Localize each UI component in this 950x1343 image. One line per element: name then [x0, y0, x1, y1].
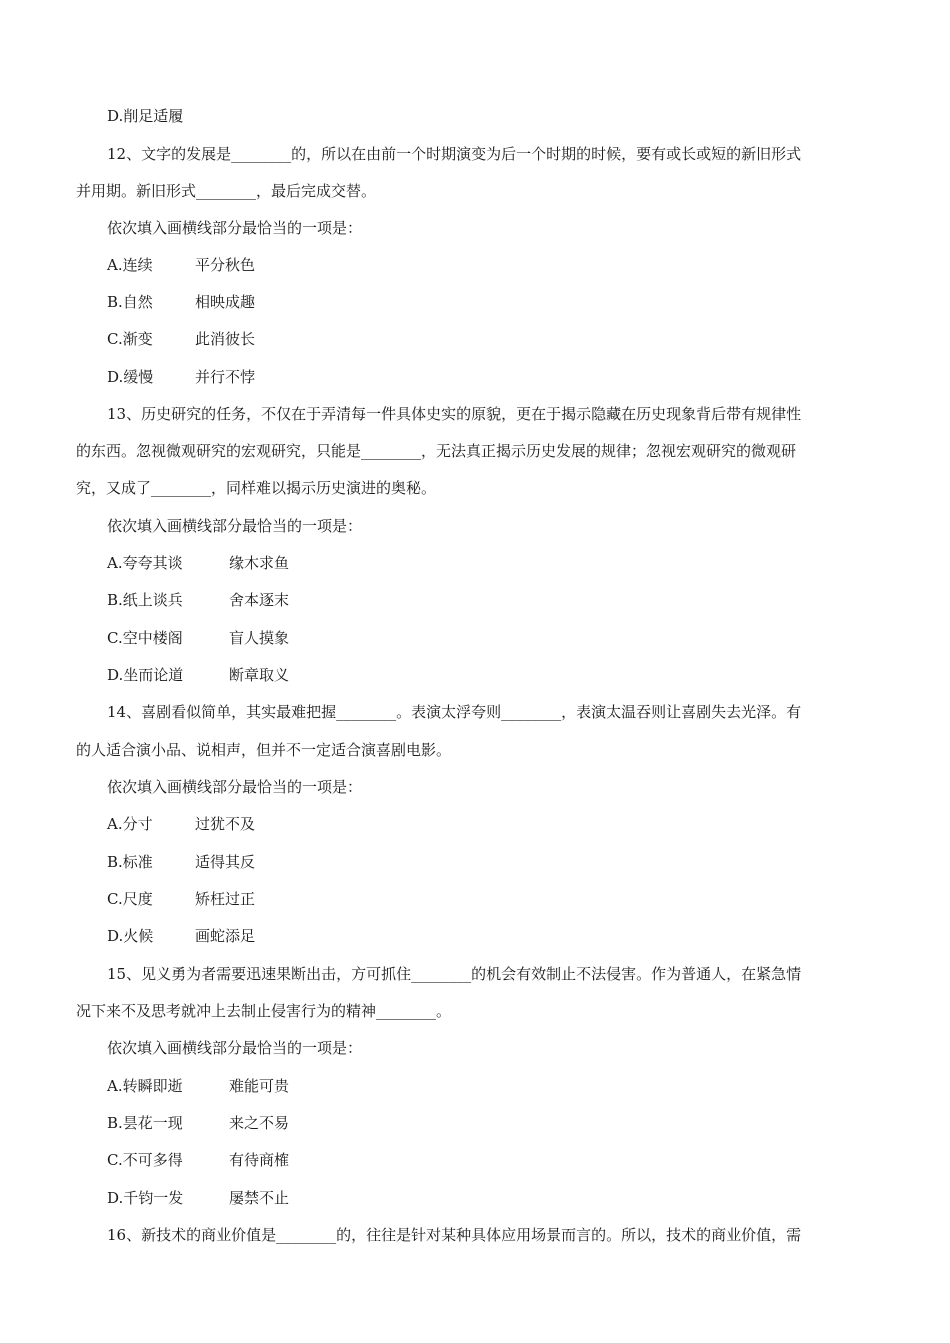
q12-option-b-word1: B.自然	[107, 293, 153, 311]
q12-prompt: 依次填入画横线部分最恰当的一项是：	[107, 219, 363, 237]
q13-prompt: 依次填入画横线部分最恰当的一项是：	[107, 517, 363, 535]
q12-option-a	[107, 255, 255, 275]
q13-option-a-word1: A.夸夸其谈	[107, 554, 183, 572]
q12-stem-line1: 12、文字的发展是________的，所以在由前一个时期演变为后一个时期的时候，要有或长或短的新旧形式	[107, 145, 802, 163]
q14-option-c-word2: 矫枉过正	[195, 890, 256, 908]
q13-stem-line3: 究，又成了________，同样难以揭示历史演进的奥秘。	[76, 479, 437, 497]
q13-option-c	[107, 628, 289, 648]
q12-option-d	[107, 367, 255, 387]
q14-option-c-word1: C.尺度	[107, 890, 153, 908]
q13-stem-line1: 13、历史研究的任务，不仅在于弄清每一件具体史实的原貌，更在于揭示隐藏在历史现象背后带有规律性	[107, 405, 802, 423]
q14-option-b-word2: 适得其反	[195, 853, 256, 871]
q14-option-a	[107, 814, 255, 834]
q15-option-d-word1: D.千钧一发	[107, 1189, 184, 1207]
q13-option-b-word2: 舍本逐末	[229, 591, 290, 609]
q13-option-c-word1: C.空中楼阁	[107, 629, 183, 647]
q15-option-d-word2: 屡禁不止	[229, 1189, 290, 1207]
q15-option-a-word2: 难能可贵	[229, 1077, 290, 1095]
q15-option-b	[107, 1113, 289, 1133]
q14-option-d-word2: 画蛇添足	[195, 927, 256, 945]
q12-option-c-word2: 此消彼长	[195, 330, 256, 348]
q12-option-c-word1: C.渐变	[107, 330, 153, 348]
q13-option-b-word1: B.纸上谈兵	[107, 591, 183, 609]
q12-option-b-word2: 相映成趣	[195, 293, 256, 311]
q13-stem-line2: 的东西。忽视微观研究的宏观研究，只能是________，无法真正揭示历史发展的规律；忽视宏观研究的微观研	[76, 442, 797, 460]
q12-stem-line2: 并用期。新旧形式________，最后完成交替。	[76, 182, 377, 200]
q15-option-b-word1: B.昙花一现	[107, 1114, 183, 1132]
q13-option-a-word2: 缘木求鱼	[229, 554, 290, 572]
q12-option-d-word2: 并行不悖	[195, 368, 256, 386]
q14-option-b-word1: B.标准	[107, 853, 153, 871]
q15-option-c-word2: 有待商榷	[229, 1151, 290, 1169]
q15-stem-line2: 况下来不及思考就冲上去制止侵害行为的精神________。	[76, 1002, 452, 1020]
q14-option-c	[107, 889, 255, 909]
prev-option-d: D.削足适履	[107, 107, 184, 125]
q13-option-d-word1: D.坐而论道	[107, 666, 184, 684]
q12-option-d-word1: D.缓慢	[107, 368, 154, 386]
q14-option-d-word1: D.火候	[107, 927, 154, 945]
q15-option-c	[107, 1150, 289, 1170]
q15-option-a-word1: A.转瞬即逝	[107, 1077, 183, 1095]
q13-option-d-word2: 断章取义	[229, 666, 290, 684]
q15-option-d	[107, 1188, 289, 1208]
q14-option-a-word2: 过犹不及	[195, 815, 256, 833]
q13-option-a	[107, 553, 289, 573]
q14-stem-line2: 的人适合演小品、说相声，但并不一定适合演喜剧电影。	[76, 741, 452, 759]
q13-option-c-word2: 盲人摸象	[229, 629, 290, 647]
q14-prompt: 依次填入画横线部分最恰当的一项是：	[107, 778, 363, 796]
q12-option-a-word2: 平分秋色	[195, 256, 256, 274]
q15-option-c-word1: C.不可多得	[107, 1151, 183, 1169]
q12-option-b	[107, 292, 255, 312]
q14-option-b	[107, 852, 255, 872]
q13-option-b	[107, 590, 289, 610]
q13-option-d	[107, 665, 289, 685]
q15-stem-line1: 15、见义勇为者需要迅速果断出击，方可抓住________的机会有效制止不法侵害。作为普通人，在紧急情	[107, 965, 802, 983]
q15-option-a	[107, 1076, 289, 1096]
q15-prompt: 依次填入画横线部分最恰当的一项是：	[107, 1039, 363, 1057]
q15-option-b-word2: 来之不易	[229, 1114, 290, 1132]
q14-option-d	[107, 926, 255, 946]
q12-option-c	[107, 329, 255, 349]
q16-stem-line1: 16、新技术的商业价值是________的，往往是针对某种具体应用场景而言的。所以，技术的商业价值，需	[107, 1226, 802, 1244]
q12-option-a-word1: A.连续	[107, 256, 153, 274]
q14-option-a-word1: A.分寸	[107, 815, 153, 833]
q14-stem-line1: 14、喜剧看似简单，其实最难把握________。表演太浮夸则________，表演太温吞则让喜剧失去光泽。有	[107, 703, 802, 721]
